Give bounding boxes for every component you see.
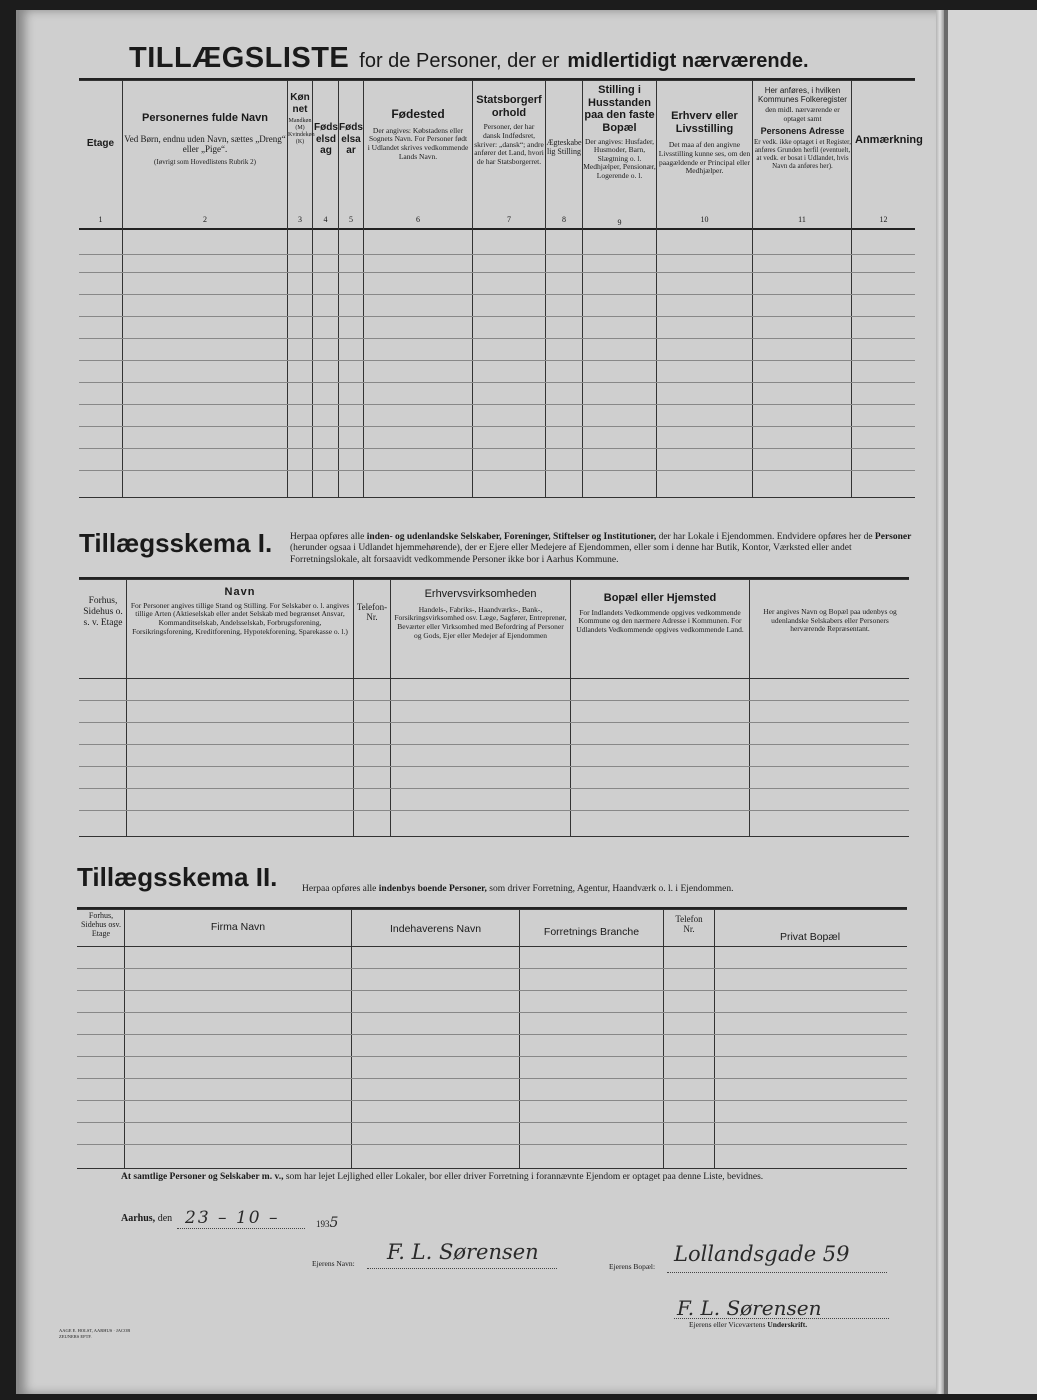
col-household-note: Der angives: Husfader, Husmoder, Barn, Slægtning o. l. Medhjælper, Pensionær, Logerende o. l. [583, 136, 656, 181]
col-number: 4 [323, 215, 328, 224]
form1-col-erhv [393, 588, 568, 640]
col-number: 12 [879, 215, 888, 224]
col-occupation-note: Det maa af den angivne Livsstilling kunne ses, om den paagældende er Principal eller Medhjælper. [658, 140, 751, 176]
owner-name-handwritten: F. L. Sørensen [387, 1240, 539, 1264]
col-number: 9 [617, 218, 622, 227]
col-occupation-header [658, 110, 751, 176]
col-birthplace-header [367, 108, 469, 161]
document-page [16, 10, 939, 1394]
form1-intro-d: Endvidere opføres her de [776, 532, 873, 542]
form1-intro-e: Personer [874, 532, 912, 542]
col-number: 2 [203, 215, 207, 224]
owner-address-label: Ejerens Bopæl: [609, 1262, 656, 1271]
form2-col-tlf: Telefon Nr. [675, 914, 703, 935]
den-label: den [157, 1213, 173, 1224]
main-title-bold: TILLÆGSLISTE [129, 42, 350, 74]
col-register-note: den midl. nærværende er optaget samt [765, 105, 840, 123]
col-sex-header [288, 92, 315, 146]
col-name-header [123, 112, 287, 166]
year-line [316, 1215, 338, 1231]
signature-handwritten: F. L. Sørensen [677, 1296, 822, 1320]
col-remark-header: Anmærkning [855, 134, 923, 146]
declaration-b: som har lejet Lejlighed eller Lokaler, bor eller driver Forretning i forannævnte Ejendom er optaget paa denne Liste, bevidnes. [285, 1172, 764, 1182]
form1-col-navn-title: Navn [224, 586, 256, 598]
form1-col-repr: Her angives Navn og Bopæl paa udenbys og udenlandske Selskabers eller Personers herværende Repræsentant. [763, 607, 897, 634]
col-number: 8 [562, 215, 566, 224]
form2-col-indehaver: Indehaverens Navn [389, 923, 482, 935]
declaration-a: At samtlige Personer og Selskaber m. v., [121, 1172, 284, 1182]
col-citizenship-title: Statsborgerforhold [476, 94, 542, 119]
col-name-note2: (Iøvrigt som Hovedlistens Rubrik 2) [154, 158, 256, 167]
signature-label-b: Underskrift. [767, 1320, 808, 1329]
form2-col-firma: Firma Navn [210, 921, 266, 933]
form1-col-tlf: Telefon-Nr. [356, 602, 388, 623]
col-citizenship-note: Personer, der har dansk Indfødsret, skriver: „dansk“; andre anfører det Land, hvori de har Statsborgerret. [474, 122, 544, 166]
col-number: 5 [349, 215, 353, 224]
col-sex-note: Mandkøn (M) Kvindekøn (K) [288, 118, 315, 145]
col-household-header [583, 84, 656, 181]
form2-col-etage: Forhus, Sidehus osv. Etage [81, 911, 121, 939]
col-household-title: Stilling i Husstanden paa den faste Bopæl [584, 84, 655, 134]
next-page-strip [944, 10, 1037, 1394]
form2-col-branche: Forretnings Branche [543, 926, 640, 938]
col-number: 1 [98, 215, 103, 224]
col-sex-title: Kønnet [290, 92, 310, 115]
date-line [121, 1213, 172, 1224]
printer-mark: AAGE E. HOLST, AARHUS · JACOB ZEUNERS EFTF. [59, 1328, 131, 1339]
form1-intro-b: inden- og udenlandske Selskaber, Foreninger, Stiftelser og Institutioner, [366, 532, 657, 542]
col-name-note: Ved Børn, endnu uden Navn, sættes „Dreng“ eller „Pige“. [124, 133, 286, 154]
form1-col-bopael [573, 592, 747, 635]
col-register-note2: Er vedk. ikke optaget i et Register, anføres Grunden herfil (eventuelt, at vedk. er bosat i Udlandet, hvis Navn da anføres her). [754, 137, 851, 171]
form1-intro-a: Herpaa opføres alle [290, 532, 365, 542]
form1-col-erhv-title: Erhvervsvirksomheden [424, 588, 537, 600]
form2-title: Tillægsskema II. [77, 862, 278, 892]
form2-col-bopael: Privat Bopæl [779, 931, 841, 943]
col-citizenship-header [474, 94, 544, 166]
main-title-mid: for de Personer, der er [359, 50, 560, 72]
form1-intro [290, 532, 915, 566]
col-marital-header: Ægteskabelig Stilling [546, 138, 582, 157]
form2-intro-a: Herpaa opføres alle [302, 884, 377, 894]
form2-intro [302, 884, 902, 894]
col-birthyear-header: Fødselsaar [339, 122, 363, 156]
year-handwritten: 5 [329, 1215, 339, 1231]
owner-name-label: Ejerens Navn: [312, 1259, 355, 1268]
form1-col-erhv-note: Handels-, Fabriks-, Haandværks-, Bank-, Forsikringsvirksomhed osv. Læge, Sagfører, Entreprenør, Beværter eller Virksomhed med Befordring af Personer og Gods, Ejer eller Medejer af Ejendommen [394, 604, 567, 640]
form2-intro-c: som driver Forretning, Agentur, Haandværk o. l. i Ejendommen. [489, 884, 734, 894]
form1-intro-c: der har Lokale i Ejendommen. [658, 532, 775, 542]
col-number: 3 [298, 215, 302, 224]
form1-col-bopael-title: Bopæl eller Hjemsted [603, 592, 717, 604]
city-label: Aarhus, [121, 1213, 156, 1224]
form1-col-bopael-note: For Indlandets Vedkommende opgives vedkommende Kommune og den nærmere Adresse i Kommunen. For Udlandets Vedkommende opgives vedkommende Land. [576, 607, 744, 634]
col-number: 11 [798, 215, 806, 224]
main-title-bold2: midlertidigt nærværende. [567, 50, 809, 72]
form2-intro-b: indenbys boende Personer, [378, 884, 487, 894]
page-edge [936, 10, 944, 1394]
form1-col-navn-note: For Personer angives tillige Stand og Stilling. For Selskaber o. l. angives tillige Arten (Aktieselskab eller andet Selskab med begrænset Ansvar, Kommanditselskab, Andelsselskab, Forbrugsforening, Forsikringsforening, Kreditforening, Hypotekforening, Sparekasse o. l.) [130, 600, 350, 636]
col-number: 7 [507, 215, 511, 224]
main-title [129, 42, 809, 75]
col-birthplace-title: Fødested [391, 107, 445, 121]
owner-address-handwritten: Lollandsgade 59 [674, 1242, 850, 1266]
form1-title: Tillægsskema I. [79, 528, 273, 558]
date-handwritten: 23 – 10 – [185, 1208, 280, 1228]
col-register-title: Her anføres, i hvilken Kommunes Folkeregister [758, 86, 847, 105]
col-number: 6 [416, 215, 420, 224]
form1-col-navn [129, 586, 351, 636]
form1-col-etage: Forhus, Sidehus o. s. v. Etage [83, 596, 123, 628]
col-birthplace-note: Der angives: Købstadens eller Sognets Navn. For Personer født i Udlandet skrives vedkommende Lands Navn. [367, 125, 469, 161]
year-printed: 193 [316, 1219, 330, 1229]
col-number: 10 [700, 215, 709, 224]
col-birthday-header: Fødselsdag [314, 122, 338, 156]
declaration [121, 1172, 911, 1182]
col-occupation-title: Erhverv eller Livsstilling [671, 110, 738, 135]
col-etage-header: Etage [86, 138, 115, 149]
signature-label-a: Ejerens eller Viceværtens [689, 1320, 766, 1329]
col-register-header [754, 86, 851, 170]
signature-label [689, 1320, 807, 1329]
form1-intro-f: (herunder ogsaa i Udlandet hjemmehørende), der er Ejere eller Medejere af Ejendommen, eller som i denne har Butik, Kontor, Værksted eller andet Forretningslokale, alt forsaavidt vedkommende Personer ikke bor i Aarhus Kommune. [290, 543, 852, 565]
col-register-title2: Personens Adresse [760, 125, 845, 136]
col-name-title: Personernes fulde Navn [142, 112, 268, 124]
